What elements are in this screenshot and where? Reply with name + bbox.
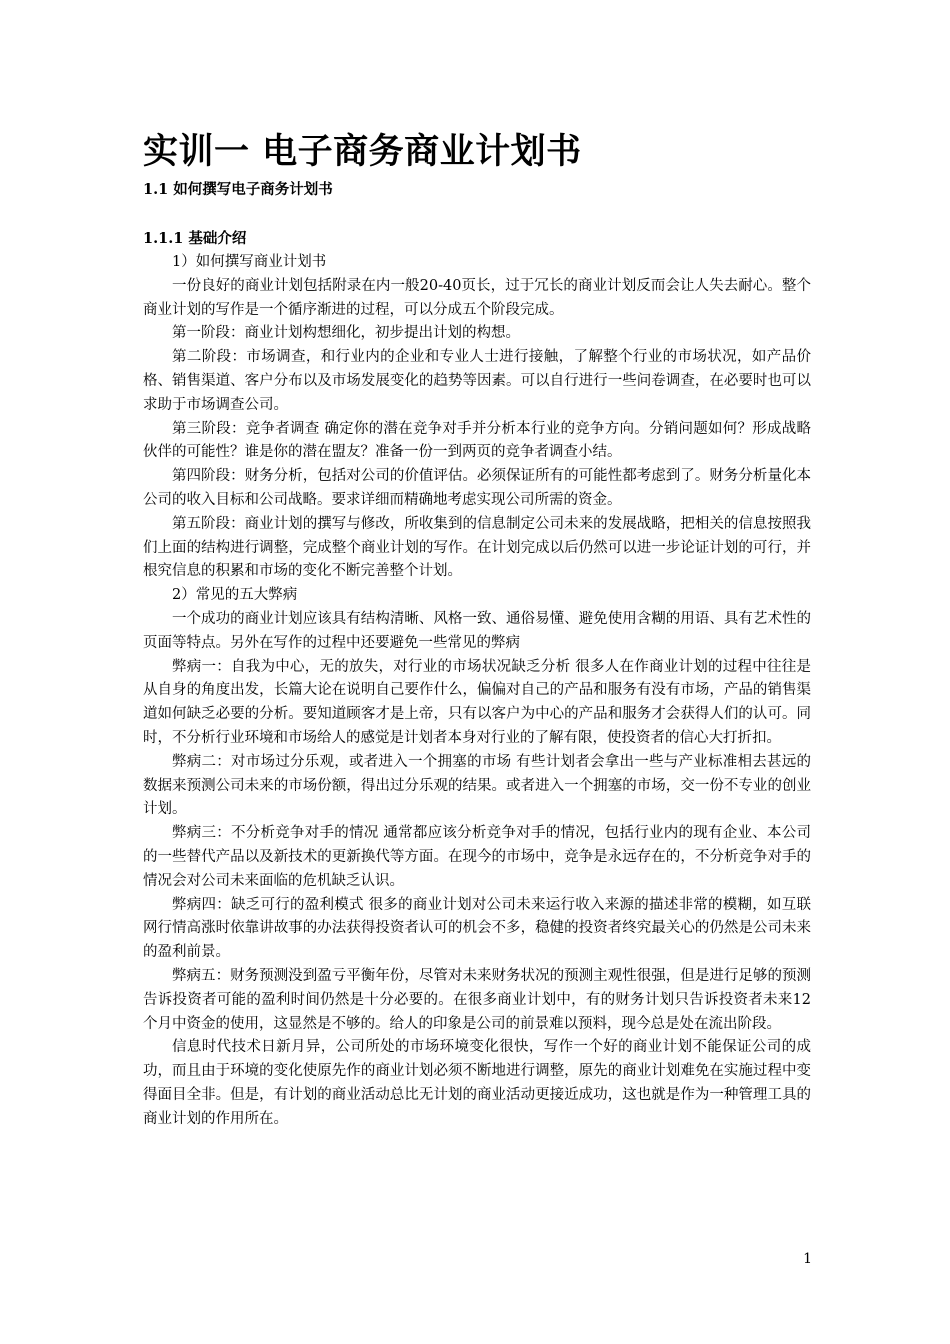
- paragraph: 第三阶段：竞争者调查 确定你的潜在竞争对手并分析本行业的竞争方向。分销问题如何？形成战略伙伴的可能性？谁是你的潜在盟友？准备一份一到两页的竞争者调查小结。: [143, 420, 811, 461]
- paragraph: 第二阶段：市场调查，和行业内的企业和专业人士进行接触，了解整个行业的市场状况，如产品价格、销售渠道、客户分布以及市场发展变化的趋势等因素。可以自行进行一些问卷调查，在必要时也可以求助于市场调查公司。: [143, 349, 811, 413]
- body-text: [143, 251, 811, 1131]
- paragraph: 弊病一：自我为中心，无的放失，对行业的市场状况缺乏分析 很多人在作商业计划的过程中往往是从自身的角度出发，长篇大论在说明自己要作什么，偏偏对自己的产品和服务有没有市场，产品的销售渠道如何缺乏必要的分析。要知道顾客才是上帝，只有以客户为中心的产品和服务才会获得人们的认可。同时，不分析行业环境和市场给人的感觉是计划者本身对行业的了解有限，使投资者的信心大打折扣。: [143, 658, 811, 746]
- section-title: 1.1 如何撰写电子商务计划书: [143, 181, 333, 198]
- paragraph: 信息时代技术日新月异，公司所处的市场环境变化很快，写作一个好的商业计划不能保证公司的成功，而且由于环境的变化使原先作的商业计划必须不断地进行调整，原先的商业计划难免在实施过程中变得面目全非。但是，有计划的商业活动总比无计划的商业活动更接近成功，这也就是作为一种管理工具的商业计划的作用所在。: [143, 1039, 811, 1127]
- page-content: [143, 128, 811, 1131]
- page-number: 1: [803, 1251, 812, 1267]
- paragraph: 弊病四：缺乏可行的盈利模式 很多的商业计划对公司未来运行收入来源的描述非常的模糊，如互联网行情高涨时依靠讲故事的办法获得投资者认可的机会不多，稳健的投资者终究最关心的仍然是公司未来的盈利前景。: [143, 896, 811, 961]
- paragraph: 一个成功的商业计划应该具有结构清晰、风格一致、通俗易懂、避免使用含糊的用语、具有艺术性的页面等特点。另外在写作的过程中还要避免一些常见的弊病: [143, 610, 811, 651]
- paragraph: 第五阶段：商业计划的撰写与修改，所收集到的信息制定公司未来的发展战略，把相关的信息按照我们上面的结构进行调整，完成整个商业计划的写作。在计划完成以后仍然可以进一步论证计划的可行，并根究信息的积累和市场的变化不断完善整个计划。: [143, 515, 811, 580]
- paragraph: 弊病五：财务预测没到盈亏平衡年份，尽管对未来财务状况的预测主观性很强，但是进行足够的预测告诉投资者可能的盈利时间仍然是十分必要的。在很多商业计划中，有的财务计划只告诉投资者未来12个月中资金的使用，这显然是不够的。给人的印象是公司的前景难以预料，现今总是处在流出阶段。: [143, 967, 811, 1032]
- paragraph: 第四阶段：财务分析，包括对公司的价值评估。必须保证所有的可能性都考虑到了。财务分析量化本公司的收入目标和公司战略。要求详细而精确地考虑实现公司所需的资金。: [143, 468, 811, 508]
- paragraph: 弊病三：不分析竞争对手的情况 通常都应该分析竞争对手的情况，包括行业内的现有企业、本公司的一些替代产品以及新技术的更新换代等方面。在现今的市场中，竞争是永远存在的，不分析竞争对手的情况会对公司未来面临的危机缺乏认识。: [143, 825, 811, 889]
- paragraph: 第一阶段：商业计划构想细化，初步提出计划的构想。: [172, 325, 520, 342]
- paragraph: 2）常见的五大弊病: [172, 587, 298, 604]
- chapter-title: 实训一 电子商务商业计划书: [143, 131, 582, 172]
- subsection-title: 1.1.1 基础介绍: [143, 230, 247, 247]
- paragraph: 弊病二：对市场过分乐观，或者进入一个拥塞的市场 有些计划者会拿出一些与产业标准相去甚远的数据来预测公司未来的市场份额，得出过分乐观的结果。或者进入一个拥塞的市场，交一份不专业的创业计划。: [143, 753, 811, 818]
- paragraph: 一份良好的商业计划包括附录在内一般20-40页长，过于冗长的商业计划反而会让人失去耐心。整个商业计划的写作是一个循序渐进的过程，可以分成五个阶段完成。: [143, 277, 811, 318]
- paragraph: 1）如何撰写商业计划书: [172, 254, 327, 270]
